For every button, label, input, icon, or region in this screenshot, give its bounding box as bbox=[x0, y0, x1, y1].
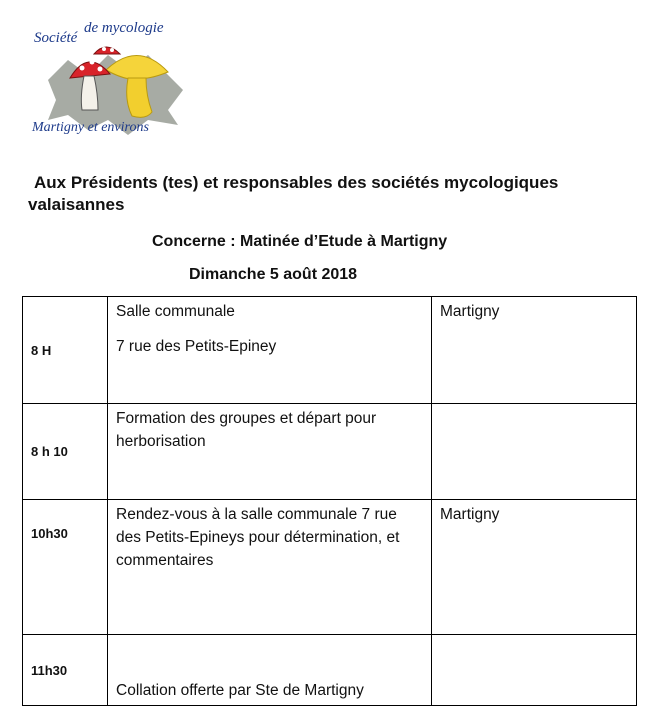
heading-line-1: Aux Présidents (tes) et responsables des sociétés mycologiques bbox=[34, 173, 559, 192]
activity-cell: Rendez-vous à la salle communale 7 rue des Petits-Epineys pour détermination, et commentaires bbox=[108, 500, 432, 635]
society-logo bbox=[28, 20, 190, 150]
logo-text-martigny: Martigny et environs bbox=[32, 120, 149, 135]
heading-line-2: valaisannes bbox=[28, 195, 125, 214]
table-row bbox=[23, 297, 637, 404]
letter-heading bbox=[28, 172, 624, 216]
activity-line: 7 rue des Petits-Epiney bbox=[116, 338, 277, 355]
time-cell: 10h30 bbox=[23, 500, 108, 635]
logo-text-mycologie: de mycologie bbox=[84, 20, 164, 36]
time-cell: 11h30 bbox=[23, 635, 108, 706]
schedule-table bbox=[22, 296, 637, 706]
activity-cell bbox=[108, 297, 432, 404]
activity-cell: Formation des groupes et départ pour herborisation bbox=[108, 404, 432, 500]
place-cell: Martigny bbox=[432, 500, 637, 635]
time-cell: 8 h 10 bbox=[23, 404, 108, 500]
activity-line: Salle communale bbox=[116, 303, 235, 320]
activity-cell: Collation offerte par Ste de Martigny bbox=[108, 635, 432, 706]
logo-text-societe: Société bbox=[34, 30, 78, 46]
place-cell bbox=[432, 635, 637, 706]
table-row bbox=[23, 635, 637, 706]
table-row bbox=[23, 404, 637, 500]
event-date: Dimanche 5 août 2018 bbox=[189, 266, 358, 283]
place-cell: Martigny bbox=[432, 297, 637, 404]
time-cell: 8 H bbox=[23, 297, 108, 404]
place-cell bbox=[432, 404, 637, 500]
table-row bbox=[23, 500, 637, 635]
subject-line: Concerne : Matinée d’Etude à Martigny bbox=[152, 233, 448, 250]
